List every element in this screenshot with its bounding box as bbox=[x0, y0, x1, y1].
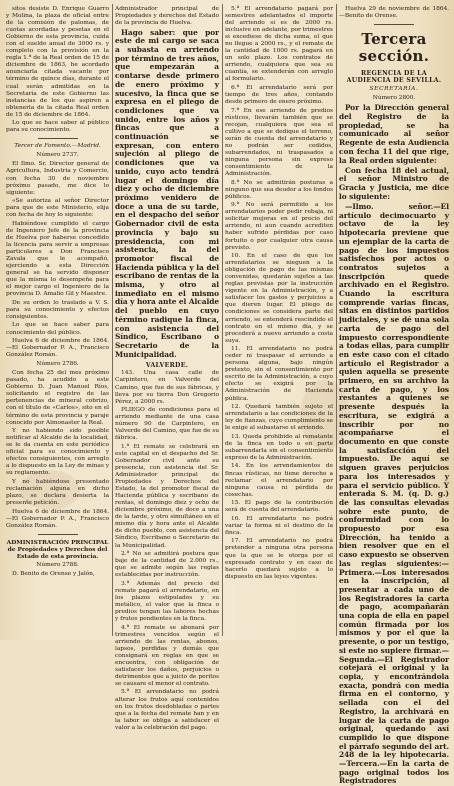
paragraph-announcement: Hago saber: que por este de mi cargo se saca a subasta en arriendo por término de tres años, que empezarán a contarse desde primero de enero próximo y sucesivo, la finca que se expresa en el pliego de condiciones que va unido, entre los años y fincas que a continuación se expresan, con entero sujeción al pliego de condiciones que va unido, cuyo acto tendrá lugar el domingo día diez y ocho de diciembre próximo venidero de doce a una de su tarde, en el despacho del señor Gobernador civil de esta provincia y bajo su presidencia, con mi asistencia, la del promotor fiscal de Hacienda pública y la del escribano de rentas de la misma, y otro al inmediato en el mismo día y hora ante el Alcalde del pueblo en cuyo término radique la finca, con asistencia del Síndico, Escribano o Secretario de la Municipalidad. bbox=[115, 27, 219, 359]
paragraph: Habiéndose cumplido el cargo de Ingeniero Jefe de la provincia de Huelva por haberse concedido la licencia para servir a empresas particulares a Don Francisco Zavala que le acompañó, ejerciendo a esta Dirección general se ha servido disponer que la misma lo desempeñe para el mejor cargo el Ingeniero de la provincia D. Amalio Gil y Maestre. bbox=[6, 220, 109, 298]
section-label: Tercer de Fomento.—Madrid. bbox=[14, 143, 101, 150]
column-3 bbox=[225, 6, 333, 636]
paragraph: D. Benito de Orense y Jalón, bbox=[12, 570, 95, 577]
subheading: SECRETARÍA. bbox=[369, 86, 419, 93]
paragraph: 13. Queda prohibido al rematante de la finca en todo o en parte subarrendarla sin el consentimiento expreso de la Administración. bbox=[225, 433, 333, 461]
column-4 bbox=[339, 6, 449, 786]
paragraph: 2.ª No se admitirá postura que baje de la cantidad de 2.000 rs., que se admite según las reglas establecidas por instrucción. bbox=[115, 551, 219, 579]
notice-number: Número 2737. bbox=[36, 152, 79, 159]
paragraph: 9.ª No será permitido a los arrendatarios poder pedir rebaja, ni solicitar mejoras en el precio del arriendo, ni aun cuando acrediten haber sufrido pérdidas por caso fortuito o por cualquier otra causa previsto. bbox=[225, 202, 333, 251]
notice-number: Número 2788. bbox=[36, 561, 79, 568]
paragraph: sitos desiste D. Enrique Guarro y Molina, la plaza de oficial entre de la comisión de palomas, de cuotas acordadas y pesetas en el Gobierno de esta provincia, cuida con el sueldo anual de 3000 rs. y completo con la provisión en la regla 1.ª de la Real orden de 15 de diciembre de 1863, he acordado anunciarla citada vacante por término de quince días, durante el cual serán admitidas en la Secretaría de este Gobierno las instancias de los que aspiren a obtenerla de la citada Real orden de 15 de diciembre de 1864. bbox=[6, 6, 109, 118]
section-title: Tercera sección. bbox=[358, 30, 430, 66]
paragraph: 11. El arrendatario no podrá ceder ni traspasar el arriendo a persona alguna, bajo ningún pretexto, sin el consentimiento por escrito de la Administración, a cuyo efecto se exigirá por la Administración de Hacienda pública. bbox=[225, 346, 333, 402]
paragraph: 5.ª El arrendatario no podrá alterar los frutos aquí contenidos en los frutos desdobladas o partes que a la fecha del remate han y en la labor se obliga a satisfacer el valor a la celebración del pago. bbox=[115, 689, 219, 731]
paragraph: 4.ª El remate se abonará por trimestres vencidos según el arriendo de las rentas, abonos, lapsos, perdidas y demás que consignará en reglas en que se encuentra, con obligación de satisfacer los daños, perjuicios o detrimentos que a juicio de peritos se causare el menor el contrato. bbox=[115, 624, 219, 687]
paragraph: 8.ª No se admitirán posturas a ninguno que sea deudor a los fondos públicos. bbox=[225, 179, 333, 200]
town-heading: VALVERDE. bbox=[145, 362, 189, 370]
paragraph: Administrador principal de Propiedades y derechos del Estado de la provincia de Huelva. bbox=[115, 6, 219, 27]
paragraph: 5.ª El arrendatario pagará por semestres adelantados el importe del arriendo si es de 2000 rs. inclusive en adelante, por trimestres si excediese de dicha suma, el que no llegue a 2000 rs., y el remate de la cantidad de 1000 rs. pagará en un solo plazo. Los contratos de arriendo, cualquiera que sea su cuantía, se extenderán con arreglo al formulario. bbox=[225, 6, 333, 83]
paragraph-bold: Por la Dirección general del Registro de la propiedad, se ha comunicado al señor Regente de esta Audiencia con fecha 11 del que rige, la Real orden siguiente: bbox=[339, 103, 449, 165]
column-divider bbox=[112, 4, 113, 636]
column-divider bbox=[336, 4, 337, 636]
paragraph: 3.ª Además del precio del remate pagará el arrendatario, en los plazos estipulados y su metálico, el valor que la finca o predios tengan las labores hechas y frutos pendientes en la finca. bbox=[115, 580, 219, 622]
paragraph: Lo que se hace saber para conocimiento del público. bbox=[6, 322, 109, 336]
signature: Huelva 29 de noviembre de 1864.—Benito de Orense. bbox=[339, 6, 449, 20]
paragraph: 15. El pago de la contribución será de cuenta del arrendatario. bbox=[225, 500, 333, 514]
paragraph: Con fecha 25 del mes próximo pasado, ha acudido a este Gobierno D. Juan Manuel Ríos, solicitando el registro de las pertenencias de mineral cobrizo, con el título de «Carlos», sito en el término de esta provincia y paraje conocido por Almonaster la Real. bbox=[6, 370, 109, 426]
section-heading: ADMINISTRACIÓN PRINCIPAL de Propiedades y Derechos del Estado de esta provincia. bbox=[6, 538, 109, 560]
paragraph: 16. El arrendatario no podrá variar la forma ni el destino de la finca. bbox=[225, 515, 333, 536]
signature: Huelva 6 de diciembre de 1864.—El Gobernador P. A., Francisco González Román. bbox=[6, 508, 109, 529]
paragraph: Y no habiéndose presentado reclamación alguna en dicho plazo, se declara desierta la presente petición. bbox=[6, 478, 109, 507]
paragraph: 7.ª En ese arriendo de predios rústicos, llevarán también que se recojan, cualquiera que sea el cultivo a que se dedique el terreno, serán de cuenta del arrendatario y no podrán ser cedidos, subarrendados, ni traspasados a ninguna persona sin expreso consentimiento de la Administración. bbox=[225, 107, 333, 178]
signature: Huelva 6 de diciembre de 1864.—El Gobernador P. A., Francisco González Román. bbox=[6, 338, 109, 359]
column-2 bbox=[115, 6, 219, 731]
paragraph: 10. En el caso de que los arrendatarios se nieguen a la obligación de pago de las mismas convenidas, quedarán sujetos a las reglas previstas por la instrucción vigente en la Administración, y a satisfacer los gastos y perjuicios a que dieren lugar. El pliego de condiciones se considera parte del arriendo, se entenderá rescindido el contrato en el mismo día, y se procederá a nuevo arriendo a costa suya. bbox=[225, 253, 333, 344]
column-1 bbox=[6, 6, 109, 636]
paragraph: PLIEGO de condiciones para el arriendo mediante de una casa número 90 de Carpintero, en Valverde del Camino, que fue de su fábrica. bbox=[115, 407, 219, 442]
separator bbox=[374, 24, 414, 25]
notice-number: Número 2786. bbox=[36, 361, 79, 368]
paragraph: 12. Quedará también sujeto el arrendatario a las condiciones de la ley de fianzas, cuyo cumplimiento se le exige al subastarse el arriendo. bbox=[225, 404, 333, 432]
notice-number: Número 2800. bbox=[372, 95, 416, 102]
separator bbox=[38, 534, 78, 535]
paragraph: 6.ª El arrendatario será por tiempo de tres años, contando desde primero de enero próximo. bbox=[225, 85, 333, 106]
court-heading: REGENCIA DE LA AUDIENCIA DE SEVILLA. bbox=[346, 70, 442, 85]
column-divider bbox=[222, 4, 223, 636]
paragraph: «Se autoriza al señor Director para que de este Ministerio, elija con fecha de hoy lo siguiente: bbox=[6, 198, 109, 219]
paragraph: 17. El arrendatario no podrá pretender a ninguna otra persona que la que se le otorga por el expresado contrato y en caso de hacerlo quedará sujeto a lo dispuesto en las leyes vigentes. bbox=[225, 538, 333, 580]
paragraph: 143. Una casa calle de Carpintero, en Valverde del Camino, que fue de sus fábricas, y lleva por su tierra Don Gregorio Pérez, a 2000 rs. bbox=[115, 370, 219, 405]
paragraph: Lo que se hace saber al público para su conocimiento. bbox=[6, 120, 109, 134]
paragraph: Y no habiendo sido posible notificar al Alcalde de la localidad, se le da cuenta en este periódico oficial para su conocimiento y efectos consiguientes, con arreglo a lo dispuesto en la Ley de minas y su reglamento. bbox=[6, 428, 109, 477]
paragraph-bold: Con fecha 18 del actual, el señor Ministro de Gracia y Justicia, me dice lo siguiente: bbox=[339, 165, 449, 201]
paragraph: 1.ª El remate se celebrará en este capital en el despacho del Sr. Gobernador civil ante su presencia, con asistencia del Sr. Administrador principal de Propiedades y Derechos del Estado, la del promotor fiscal de Hacienda pública y escribano de rentas, el domingo diez y ocho de diciembre próximo, de doce a una de la tarde, y otro simultáneo en el mismo día y hora ante el Alcalde de dicho pueblo, con asistencia del Síndico, Escribano o Secretario de la Municipalidad. bbox=[115, 443, 219, 549]
paragraph: 14. En los arrendamientos de fincas rústicas, no tiene derecho a reclamar el arrendatario por ninguna causa ni pérdida de cosechas. bbox=[225, 463, 333, 498]
paragraph-bold: —Ilmo. señor.—El artículo decimocuarto y octavo de la ley hipotecaria previene que un ejemplar de la carta de pago de los impuestos satisfechos por actos o contratos sujetos a inscripción quede archivado en el Registro. Cuando la escritura comprende varias fincas, sitas en distintos partidos judiciales, y se dé una sola carta de pago del impuesto correspondiente a todas ellas, para cumplir en este caso con el citado artículo el Registrador a quien aquella se presente primero, en su archivo la carta de pago, y los restantes a quienes se presente después la escritura, se exigirá a inscribir por no acompañarse el documento en que conste la satisfacción del impuesto. De aquí se siguen graves perjuicios para los interesados y para el servicio público. Y enterada S. M. (q. D. g.) de las consultas elevadas sobre este punto, de conformidad con lo propuesto por esa Dirección, ha tenido a bien resolver que en el caso expuesto se observen las reglas siguientes:—Primera.—Los interesados en la inscripción, al presentar a cada uno de los Registradores la carta de pago, acompañarán una copia de ella en papel común firmada por los mismos y por el que la presente, o por un testigo, si este no supiere firmar.—Segunda.—El Registrador cotejará el original y la copia, y encontrándola exacta, pondrá con media firma en el contorno, y sellada con el del Registro, la archivará en lugar de la carta de pago original, quedando así cumplido lo que dispone el párrafo segundo del art. 248 de la ley hipotecaria.—Tercera.—En la carta de pago original todos los Registradores bbox=[339, 202, 449, 786]
paragraph: El Ilmo. Sr. Director general de Agricultura, Industria y Comercio, con fecha 30 de noviembre próximo pasado, me dice lo siguiente: bbox=[6, 161, 109, 196]
paragraph: De su orden lo traslado a V. S. para su conocimiento y efectos consiguientes. bbox=[6, 299, 109, 320]
separator bbox=[38, 138, 78, 139]
